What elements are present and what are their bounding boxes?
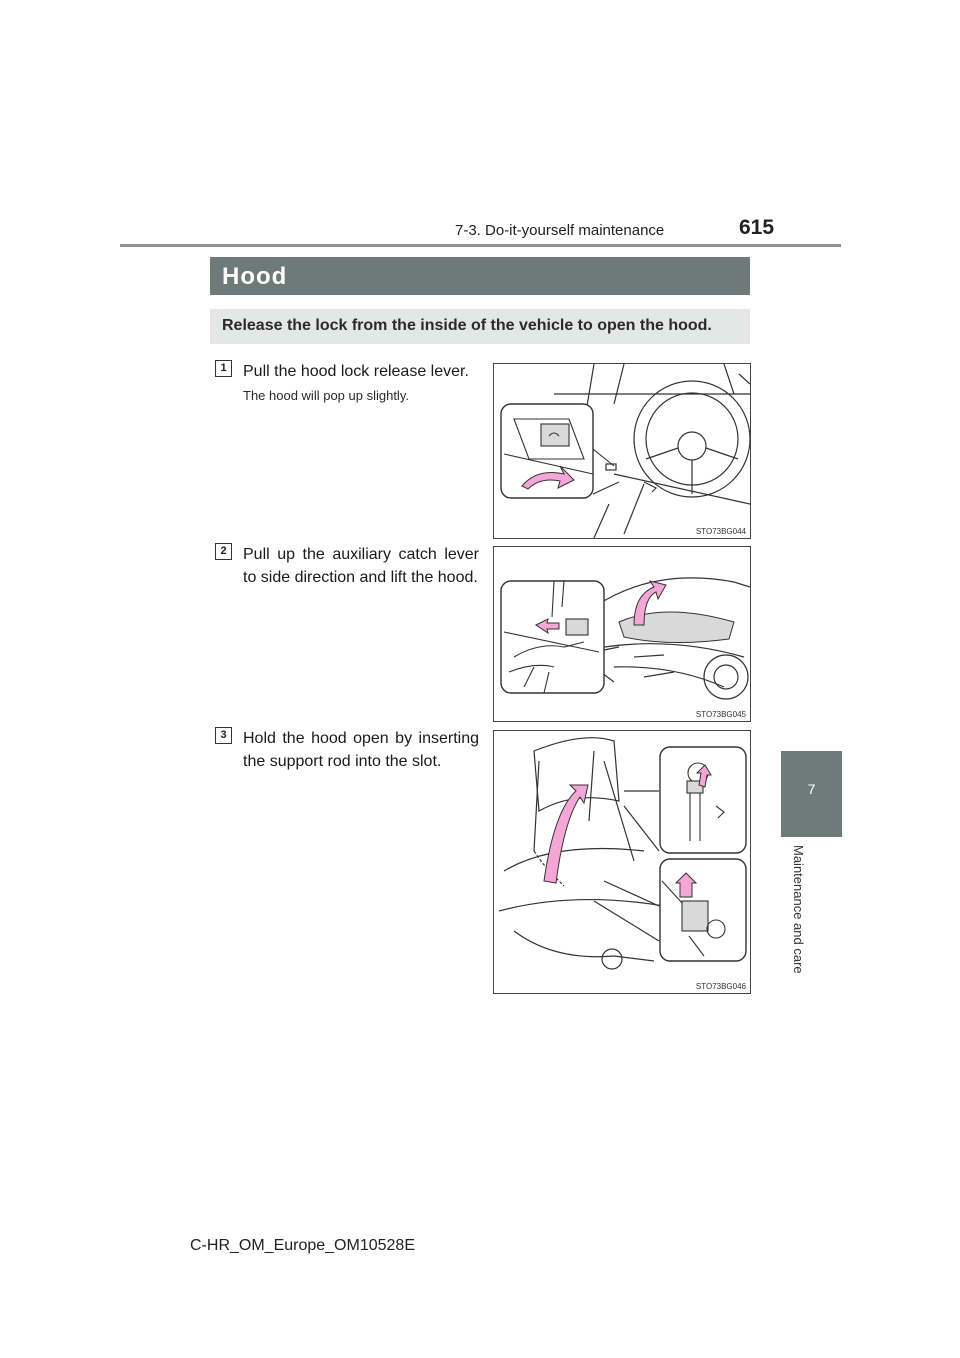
step-text-2: Pull up the auxiliary catch lever to side direction and lift the hood. [243,546,479,586]
figure-code-2: STO73BG045 [695,710,746,719]
chapter-tab[interactable] [781,751,842,837]
intro-box [210,309,750,344]
auxiliary-catch-illustration [494,547,750,721]
figure-code-1: STO73BG044 [695,527,746,536]
document-id: C-HR_OM_Europe_OM10528E [190,1237,415,1254]
chapter-number: 7 [807,781,816,797]
section-breadcrumb: 7-3. Do-it-yourself maintenance [455,222,665,239]
step-number-3: 3 [215,727,232,744]
figure-code-3: STO73BG046 [695,982,746,991]
step-text-1: Pull the hood lock release lever. [243,363,469,380]
figure-hood-release-lever [493,363,751,539]
step-number-2: 2 [215,543,232,560]
chapter-title: Maintenance and care [791,845,806,974]
hood-release-illustration [494,364,750,538]
step-note-1: The hood will pop up slightly. [243,388,409,403]
support-rod-illustration [494,731,750,993]
step-text-3: Hold the hood open by inserting the support rod into the slot. [243,730,479,770]
step-number-1: 1 [215,360,232,377]
figure-support-rod [493,730,751,994]
page-number: 615 [739,216,775,239]
intro-text: Release the lock from the inside of the vehicle to open the hood. [222,317,712,334]
figure-auxiliary-catch-lever [493,546,751,722]
section-title: Hood [222,263,288,290]
section-title-bar [210,257,750,295]
header-divider [120,244,841,247]
